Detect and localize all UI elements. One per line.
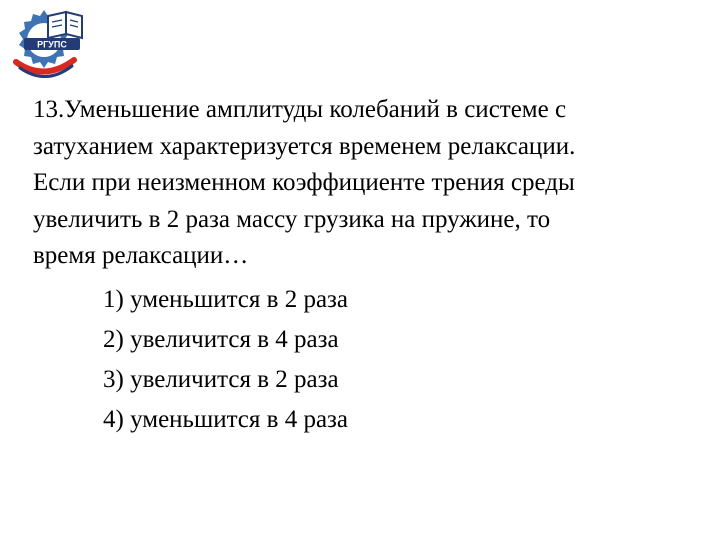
university-logo-icon [2, 2, 86, 86]
answer-option-3[interactable]: 3) увеличится в 2 раза [103, 366, 339, 393]
question-text: 13.Уменьшение амплитуды колебаний в системе с затуханием характеризуется временем релаксации. Если при неизменном коэффициенте трения среды увеличить в 2 раза массу грузика на пружине, то время релаксации… [33, 96, 576, 269]
answer-option-2[interactable]: 2) увеличится в 4 раза [103, 326, 339, 353]
answer-option-1[interactable]: 1) уменьшится в 2 раза [103, 286, 349, 313]
logo-text: РГУПС [37, 39, 67, 50]
answer-option-4[interactable]: 4) уменьшится в 4 раза [103, 406, 349, 433]
answer-options [103, 280, 348, 440]
book-icon [48, 12, 82, 38]
